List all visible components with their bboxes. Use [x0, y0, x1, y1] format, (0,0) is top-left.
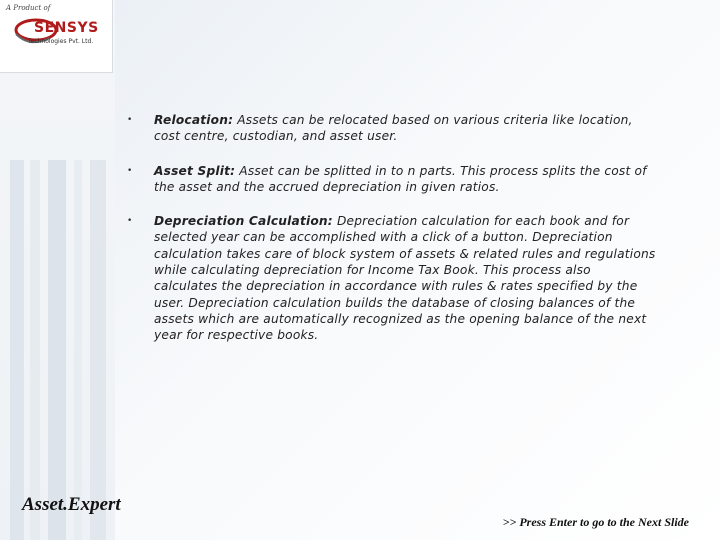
- bullet-icon: •: [127, 165, 133, 176]
- logo-wordmark: SENSYS: [34, 20, 99, 36]
- list-item: [118, 112, 658, 145]
- product-name: Asset.Expert: [22, 494, 121, 515]
- bullet-icon: •: [127, 216, 133, 227]
- company-logo: [0, 0, 113, 73]
- bullet-title: Asset Split:: [154, 163, 236, 178]
- bullet-text: [154, 163, 658, 196]
- decorative-bar: [10, 160, 24, 540]
- bullet-text: [154, 112, 658, 145]
- bullet-body: Assets can be relocated based on various criteria like location, cost centre, custodian, and asset user.: [154, 113, 633, 144]
- next-slide-hint[interactable]: >> Press Enter to go to the Next Slide: [502, 515, 689, 529]
- bullet-title: Depreciation Calculation:: [154, 214, 333, 229]
- list-item: [118, 163, 658, 196]
- logo-tagline: A Product of: [6, 4, 51, 12]
- decorative-bars: [0, 160, 115, 540]
- bullet-body: Asset can be splitted in to n parts. This process splits the cost of the asset and the accrued depreciation in given ratios.: [154, 163, 647, 194]
- bullet-icon: •: [127, 115, 133, 125]
- feature-list: [118, 112, 658, 362]
- bullet-text: [154, 213, 658, 343]
- decorative-bar: [48, 160, 66, 540]
- decorative-bar: [74, 160, 82, 540]
- bullet-title: Relocation:: [154, 113, 234, 127]
- list-item: [118, 213, 658, 343]
- logo-subtitle: Technologies Pvt. Ltd.: [28, 38, 94, 45]
- decorative-bar: [90, 160, 106, 540]
- decorative-bar: [30, 160, 40, 540]
- left-decorative-panel: [0, 0, 115, 540]
- bullet-body: Depreciation calculation for each book and for selected year can be accomplished with a click of a button. Depreciation calculation takes care of block system of assets & related rules and regulations while calculating depreciation for Income Tax Book. This process also calculates the depreciation in accordance with rules & rates specified by the user. Depreciation calculation builds the database of closing balances of the assets which are automatically recognized as the opening balance of the next year for respective books.: [154, 214, 656, 343]
